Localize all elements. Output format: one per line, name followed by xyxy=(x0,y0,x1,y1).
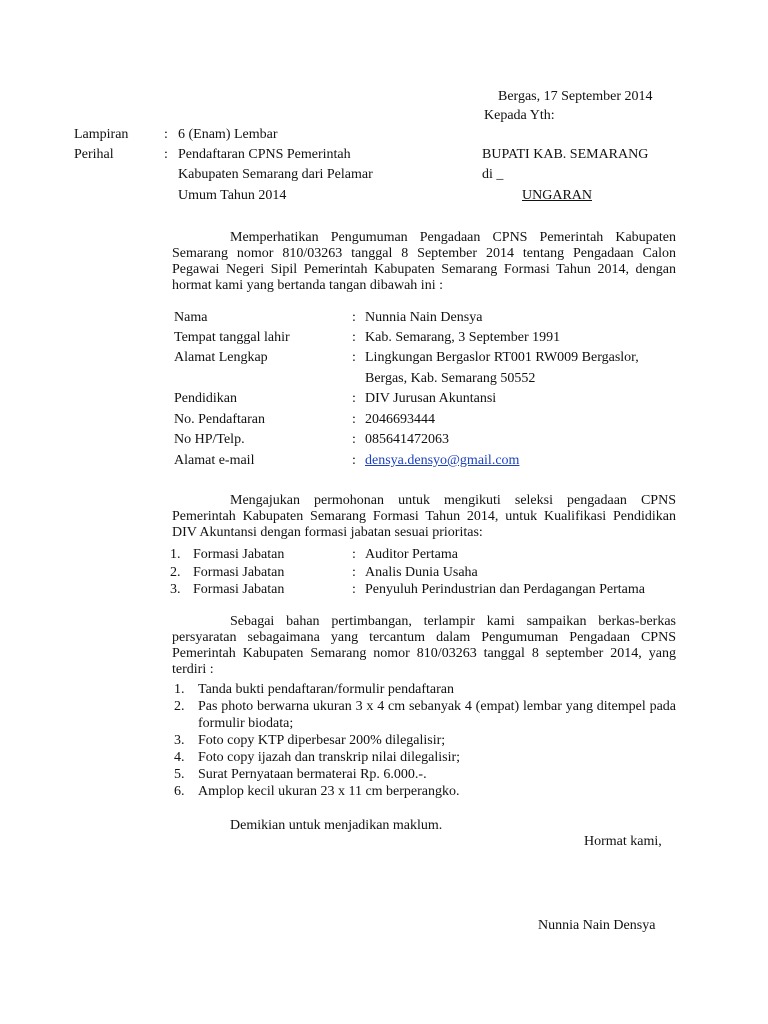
attachment-num: 6. xyxy=(174,784,185,799)
formasi-label: Formasi Jabatan xyxy=(193,565,285,580)
consideration-paragraph xyxy=(172,614,676,678)
pendidikan-label: Pendidikan xyxy=(174,391,237,406)
recipient-title: BUPATI KAB. SEMARANG xyxy=(482,147,649,162)
alamat-colon: : xyxy=(352,350,356,365)
attachment-text: Amplop kecil ukuran 23 x 11 cm berperangko. xyxy=(198,784,460,799)
formasi-value: Penyuluh Perindustrian dan Perdagangan Pertama xyxy=(365,582,645,597)
intro-text: Memperhatikan Pengumuman Pengadaan CPNS Pemerintah Kabupaten Semarang nomor 810/03263 tanggal 8 September 2014 tentang Pengadaan Calon Pegawai Negeri Sipil Pemerintah Kabupaten Semarang Formasi Tahun 2014, dengan hormat kami yang bertanda tangan dibawah ini : xyxy=(172,230,676,293)
lampiran-label: Lampiran xyxy=(74,127,129,142)
lampiran-value: 6 (Enam) Lembar xyxy=(178,127,278,142)
request-paragraph xyxy=(172,493,676,541)
nopendaftaran-colon: : xyxy=(352,412,356,427)
alamat-label: Alamat Lengkap xyxy=(174,350,268,365)
request-text: Mengajukan permohonan untuk mengikuti seleksi pengadaan CPNS Pemerintah Kabupaten Semarang Formasi Tahun 2014, untuk Kualifikasi Pendidikan DIV Akuntansi dengan formasi jabatan sesuai prioritas: xyxy=(172,493,676,540)
formasi-colon: : xyxy=(352,582,356,597)
attachment-num: 1. xyxy=(174,682,185,697)
formasi-colon: : xyxy=(352,565,356,580)
ttl-label: Tempat tanggal lahir xyxy=(174,330,290,345)
intro-paragraph xyxy=(172,230,676,294)
nopendaftaran-value: 2046693444 xyxy=(365,412,435,427)
nopendaftaran-label: No. Pendaftaran xyxy=(174,412,265,427)
place-date: Bergas, 17 September 2014 xyxy=(498,89,653,104)
alamat-value-1: Lingkungan Bergaslor RT001 RW009 Bergaslor, xyxy=(365,350,639,365)
closing-text: Demikian untuk menjadikan maklum. xyxy=(230,818,443,833)
consideration-text: Sebagai bahan pertimbangan, terlampir kami sampaikan berkas-berkas persyaratan sebagaimana yang tercantum dalam Pengumuman Pengadaan CPNS Pemerintah Kabupaten Semarang nomor 810/03263 tanggal 8 september 2014, yang terdiri : xyxy=(172,614,676,677)
ttl-colon: : xyxy=(352,330,356,345)
pendidikan-colon: : xyxy=(352,391,356,406)
recipient-di: di _ xyxy=(482,167,504,182)
recipient-city: UNGARAN xyxy=(522,188,592,203)
perihal-line-1: Pendaftaran CPNS Pemerintah xyxy=(178,147,351,162)
formasi-label: Formasi Jabatan xyxy=(193,582,285,597)
attachment-text: Foto copy KTP diperbesar 200% dilegalisir; xyxy=(198,733,446,748)
email-label: Alamat e-mail xyxy=(174,453,255,468)
perihal-label: Perihal xyxy=(74,147,114,162)
kepada-yth: Kepada Yth: xyxy=(484,108,555,123)
nohp-colon: : xyxy=(352,432,356,447)
attachment-num: 4. xyxy=(174,750,185,765)
nama-colon: : xyxy=(352,310,356,325)
formasi-num: 3. xyxy=(170,582,181,597)
attachment-text: Surat Pernyataan bermaterai Rp. 6.000.-. xyxy=(198,767,427,782)
email-link[interactable]: densya.densyo@gmail.com xyxy=(365,453,520,468)
signer-name: Nunnia Nain Densya xyxy=(538,918,656,933)
ttl-value: Kab. Semarang, 3 September 1991 xyxy=(365,330,561,345)
attachment-num: 2. xyxy=(174,699,185,714)
attachment-num: 5. xyxy=(174,767,185,782)
formasi-num: 1. xyxy=(170,547,181,562)
nohp-value: 085641472063 xyxy=(365,432,449,447)
attachment-text: Tanda bukti pendaftaran/formulir pendaftaran xyxy=(198,682,454,697)
nama-value: Nunnia Nain Densya xyxy=(365,310,483,325)
attachment-num: 3. xyxy=(174,733,185,748)
formasi-colon: : xyxy=(352,547,356,562)
formasi-num: 2. xyxy=(170,565,181,580)
formasi-value: Auditor Pertama xyxy=(365,547,458,562)
formasi-label: Formasi Jabatan xyxy=(193,547,285,562)
perihal-colon: : xyxy=(164,147,168,162)
formasi-value: Analis Dunia Usaha xyxy=(365,565,478,580)
nohp-label: No HP/Telp. xyxy=(174,432,245,447)
pendidikan-value: DIV Jurusan Akuntansi xyxy=(365,391,497,406)
attachment-text: Pas photo berwarna ukuran 3 x 4 cm sebanyak 4 (empat) lembar yang ditempel pada formulir biodata; xyxy=(198,699,676,731)
signoff: Hormat kami, xyxy=(584,834,662,849)
attachment-text: Foto copy ijazah dan transkrip nilai dilegalisir; xyxy=(198,750,461,765)
nama-label: Nama xyxy=(174,310,208,325)
perihal-line-2: Kabupaten Semarang dari Pelamar xyxy=(178,167,373,182)
lampiran-colon: : xyxy=(164,127,168,142)
perihal-line-3: Umum Tahun 2014 xyxy=(178,188,287,203)
alamat-value-2: Bergas, Kab. Semarang 50552 xyxy=(365,371,536,386)
email-colon: : xyxy=(352,453,356,468)
